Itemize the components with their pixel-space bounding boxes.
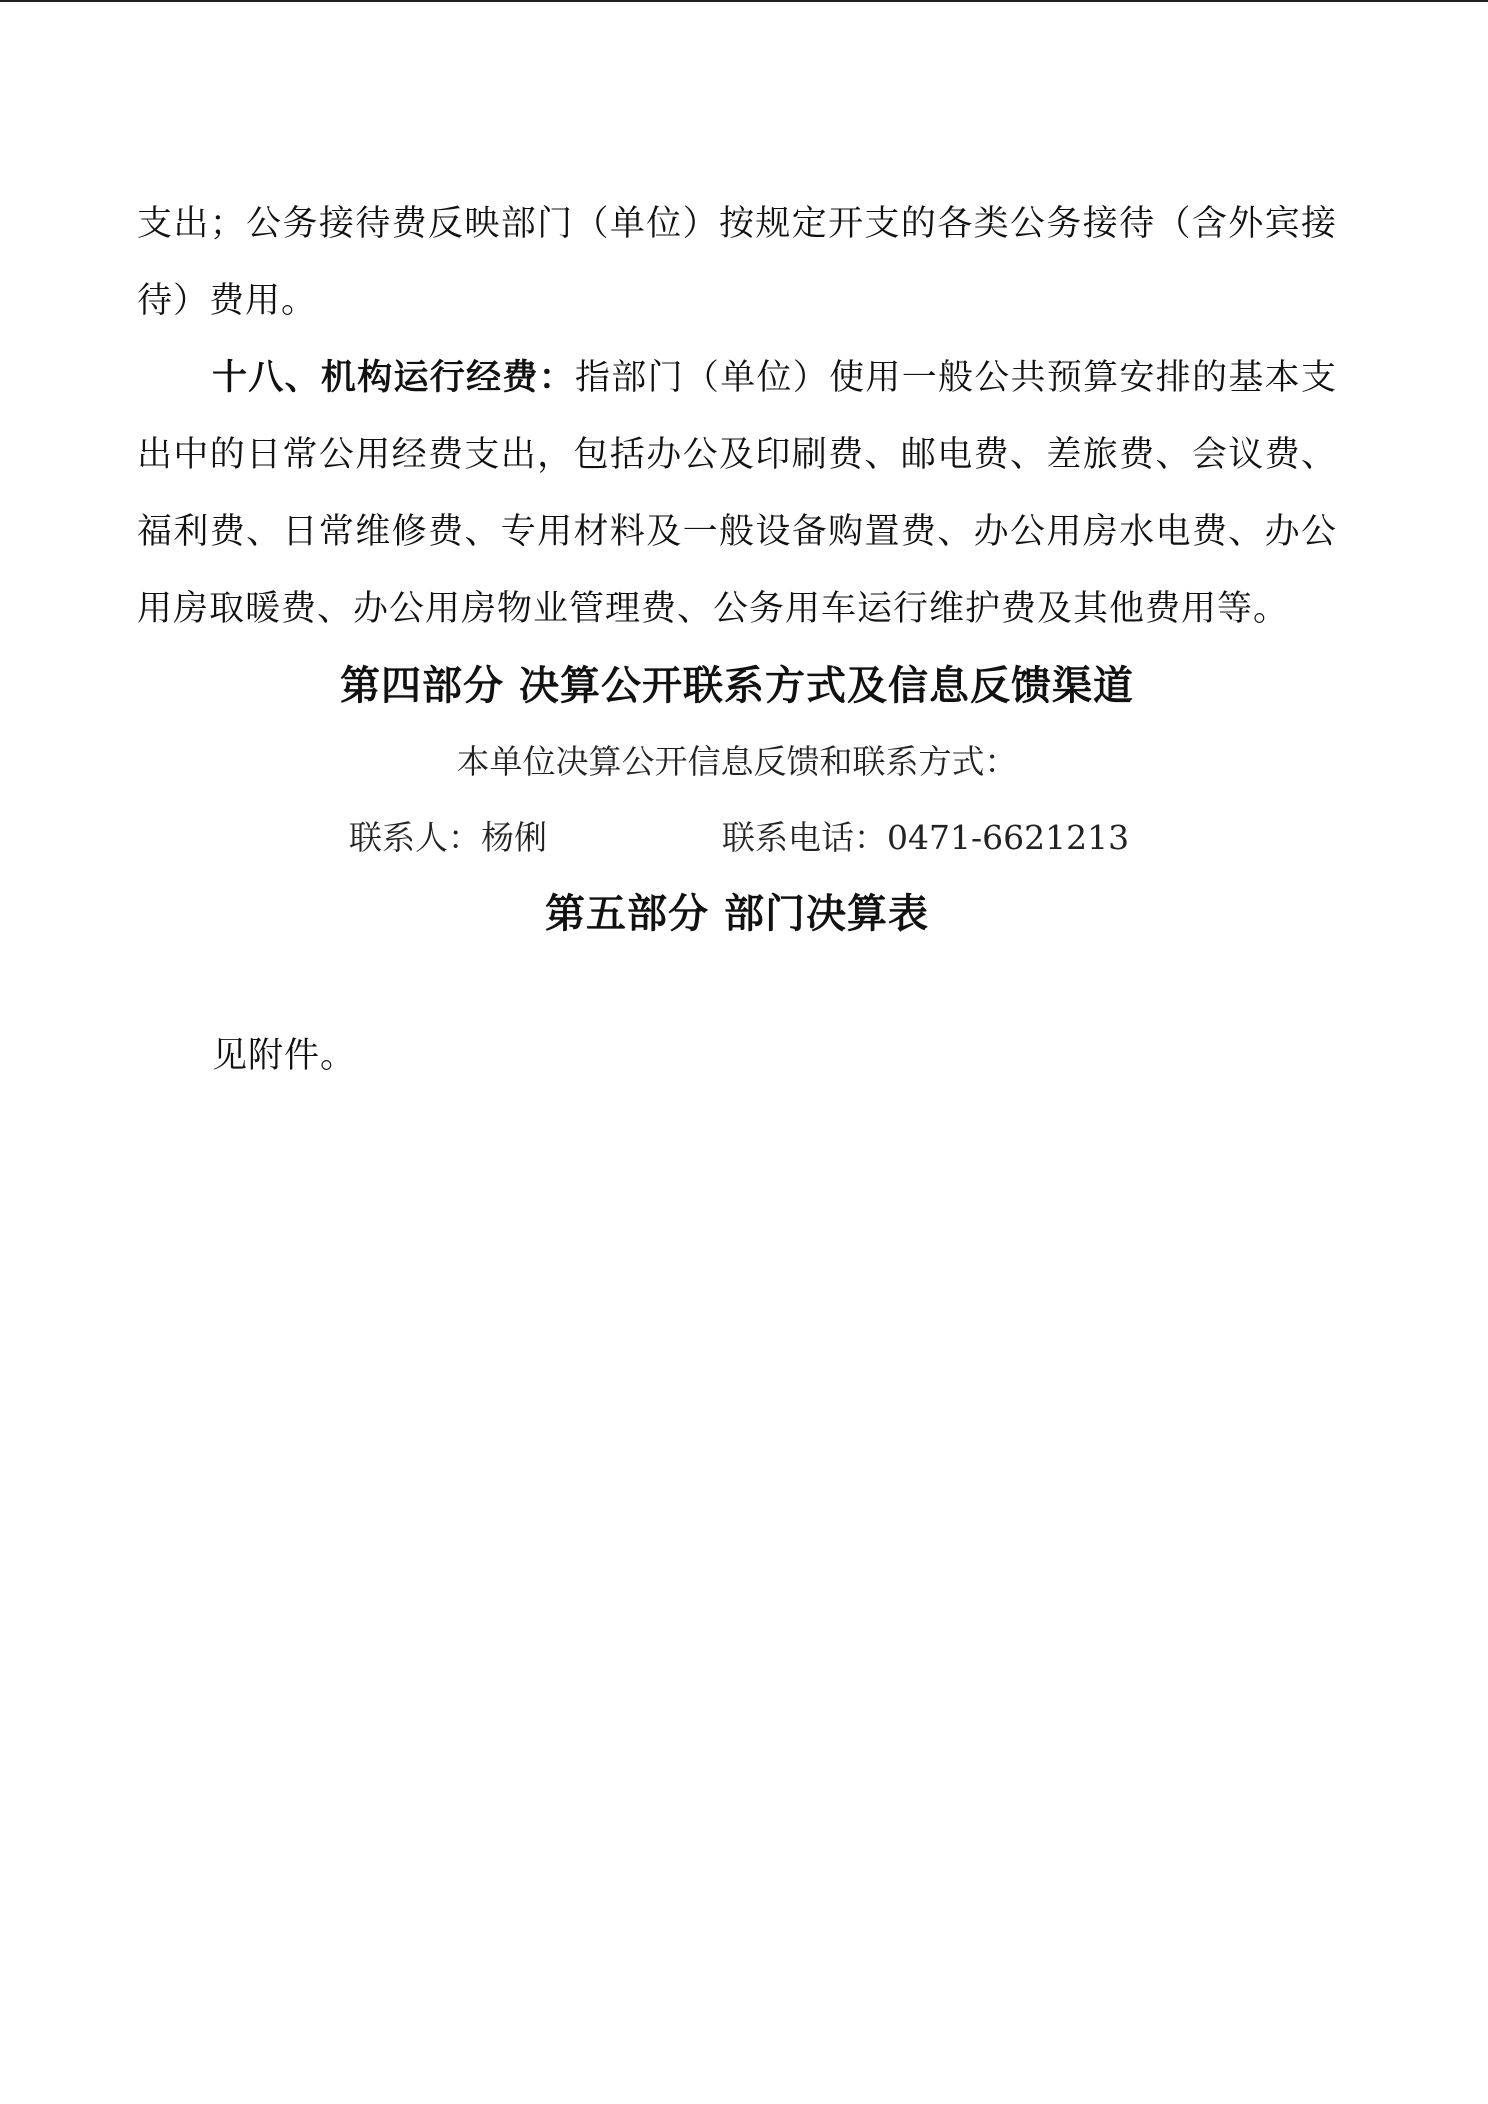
spacer xyxy=(137,952,1337,1018)
contact-phone: 联系电话：0471-6621213 xyxy=(722,818,1130,857)
top-rule xyxy=(0,0,1488,2)
part-5-heading: 第五部分 部门决算表 xyxy=(545,891,929,937)
part-4-heading: 第四部分 决算公开联系方式及信息反馈渠道 xyxy=(340,663,1134,709)
attachment-note: 见附件。 xyxy=(212,1036,357,1076)
item-18-body: 指部门（单位）使用一般公共预算安排的基本支出中的日常公用经费支出，包括办公及印刷费、邮电费、差旅费、会议费、福利费、日常维修费、专用材料及一般设备购置费、办公用房水电费、办公用房取暖费、办公用房物业管理费、公务用车运行维护费及其他费用等。 xyxy=(137,358,1337,629)
feedback-intro: 本单位决算公开信息反馈和联系方式： xyxy=(456,742,1018,781)
contact-line xyxy=(137,800,1337,876)
contact-person: 联系人：杨俐 xyxy=(349,818,547,857)
continuation-paragraph: 支出；公务接待费反映部门（单位）按规定开支的各类公务接待（含外宾接待）费用。 xyxy=(137,204,1337,321)
item-18-title: 十八、机构运行经费： xyxy=(212,358,575,398)
item-18-paragraph xyxy=(137,340,1337,648)
document-page xyxy=(137,186,1337,1095)
